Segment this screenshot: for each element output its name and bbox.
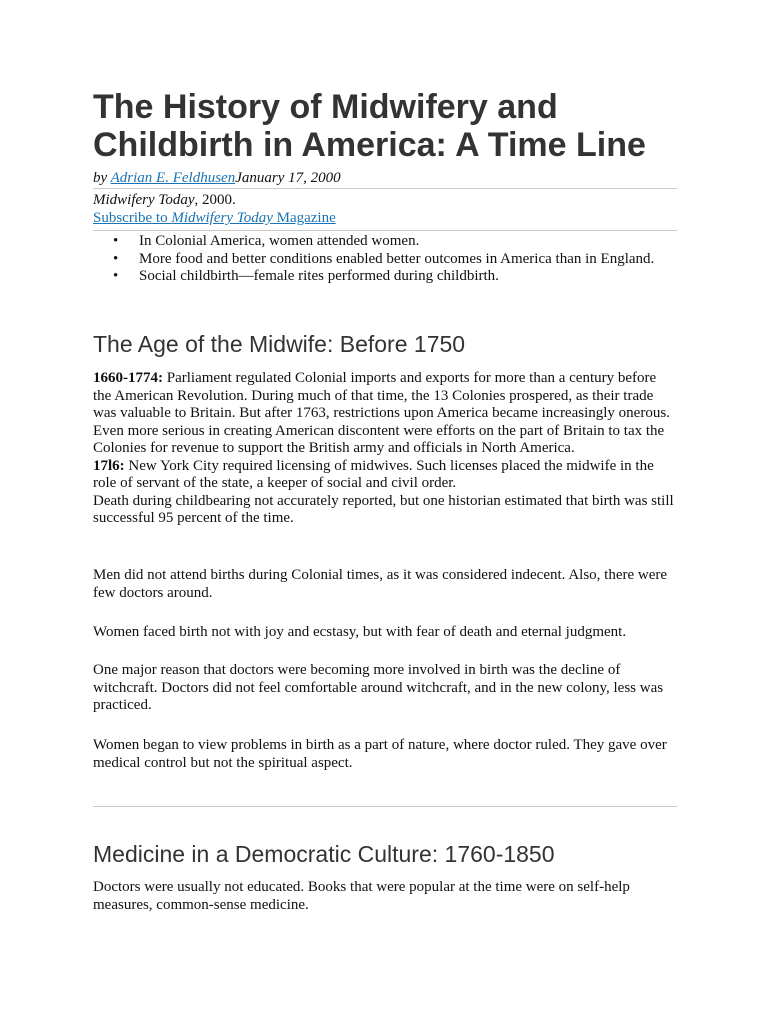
source-line: [93, 192, 677, 210]
section-heading-midwife: The Age of the Midwife: Before 1750: [93, 331, 466, 357]
paragraph: Doctors were usually not educated. Books that were popular at the time were on self-help measures, common-sense medicine.: [93, 879, 630, 913]
timeline-entry-1660: [93, 370, 677, 528]
paragraph: Women faced birth not with joy and ecstasy, but with fear of death and eternal judgment.: [93, 624, 627, 640]
section-divider: [93, 806, 677, 807]
source-year: , 2000.: [194, 192, 236, 208]
subscribe-suffix[interactable]: Magazine: [272, 210, 336, 226]
entry-date-label: 1660-1774:: [93, 370, 163, 386]
source-publication: Midwifery Today: [93, 192, 195, 208]
entry-text: Parliament regulated Colonial imports and exports for more than a century before the American Revolution. During much of that time, the 13 Colonies prospered, as their trade was valuable to Britain. But after 1763, restrictions upon America became increasingly onerous. Even more serious in creating American discontent were efforts on the part of Britain to tax the Colonies for revenue to support the British army and officials in North America.: [93, 370, 670, 456]
paragraph: Men did not attend births during Colonial times, as it was considered indecent. Also, there were few doctors around.: [93, 567, 668, 601]
list-item: • Social childbirth—female rites performed during childbirth.: [93, 268, 677, 286]
subscribe-prefix[interactable]: Subscribe to: [93, 210, 172, 226]
list-item: • More food and better conditions enabled better outcomes in America than in England.: [93, 251, 677, 269]
subscribe-link[interactable]: [93, 210, 677, 231]
summary-list: [93, 233, 677, 286]
list-item: • In Colonial America, women attended women.: [93, 233, 677, 251]
byline: [93, 170, 677, 189]
page-title: The History of Midwifery and Childbirth in America: A Time Line: [93, 88, 646, 164]
entry-text: New York City required licensing of midwives. Such licenses placed the midwife in the role of servant of the state, a keeper of social and civil order.: [93, 457, 654, 491]
by-label: by: [93, 170, 111, 186]
section-heading-medicine: Medicine in a Democratic Culture: 1760-1850: [93, 841, 555, 867]
paragraph: Women began to view problems in birth as a part of nature, where doctor ruled. They gave over medical control but not the spiritual aspect.: [93, 737, 667, 771]
publish-date: January 17, 2000: [235, 170, 341, 186]
paragraph: One major reason that doctors were becoming more involved in birth was the decline of witchcraft. Doctors did not feel comfortable around witchcraft, and in the new colony, less was practiced.: [93, 662, 664, 713]
subscribe-publication[interactable]: Midwifery Today: [171, 210, 273, 226]
author-link[interactable]: Adrian E. Feldhusen: [110, 170, 236, 186]
entry-text: Death during childbearing not accurately reported, but one historian estimated that birth was still successful 95 percent of the time.: [93, 492, 674, 526]
entry-date-label: 17l6:: [93, 457, 125, 474]
